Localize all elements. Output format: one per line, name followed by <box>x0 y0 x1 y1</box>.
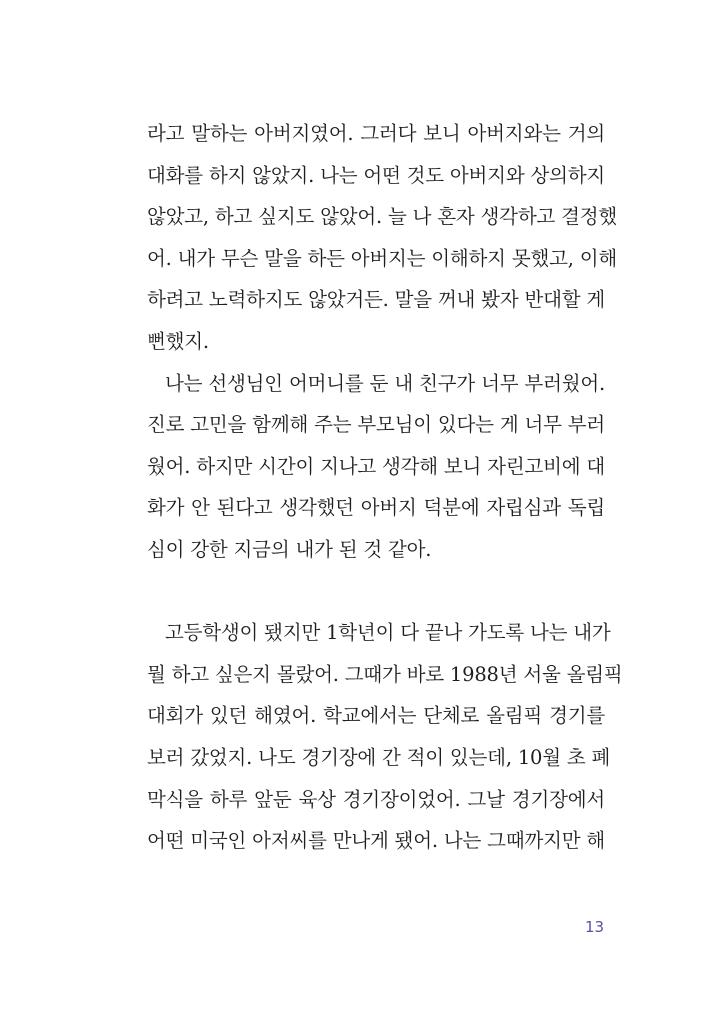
text-line: 라고 말하는 아버지였어. 그러다 보니 아버지와는 거의 <box>147 122 605 145</box>
text-line: 하려고 노력하지도 않았거든. 말을 꺼내 봤자 반대할 게 <box>147 288 606 312</box>
paragraph <box>147 612 623 862</box>
text-line: 웠어. 하지만 시간이 지나고 생각해 보니 자린고비에 대 <box>147 454 606 478</box>
text-line: 심이 강한 지금의 내가 된 것 같아. <box>147 537 432 561</box>
text-line: 고등학생이 됐지만 1학년이 다 끝나 가도록 나는 내가 <box>165 621 611 645</box>
section-break <box>147 571 605 613</box>
text-line: 어. 내가 무슨 말을 하든 아버지는 이해하지 못했고, 이해 <box>147 246 617 270</box>
text-line: 뻔했지. <box>147 329 209 353</box>
text-line: 어떤 미국인 아저씨를 만나게 됐어. 나는 그때까지만 해 <box>147 829 606 853</box>
text-line: 나는 선생님인 어머니를 둔 내 친구가 너무 부러웠어. <box>165 371 605 395</box>
text-line: 보러 갔었지. 나도 경기장에 간 적이 있는데, 10월 초 폐 <box>147 745 611 769</box>
text-line: 진로 고민을 함께해 주는 부모님이 있다는 게 너무 부러 <box>147 413 606 437</box>
page-number: 13 <box>585 918 605 936</box>
text-line: 않았고, 하고 싶지도 않았어. 늘 나 혼자 생각하고 결정했 <box>147 205 617 229</box>
text-line: 대회가 있던 해였어. 학교에서는 단체로 올림픽 경기를 <box>147 704 605 728</box>
text-line: 뭘 하고 싶은지 몰랐어. 그때가 바로 1988년 서울 올림픽 <box>147 662 623 686</box>
text-line: 화가 안 된다고 생각했던 아버지 덕분에 자립심과 독립 <box>147 496 605 520</box>
text-line: 대화를 하지 않았지. 나는 어떤 것도 아버지와 상의하지 <box>147 163 606 187</box>
body-text <box>147 113 623 862</box>
text-line: 막식을 하루 앞둔 육상 경기장이었어. 그날 경기장에서 <box>147 787 605 811</box>
paragraph <box>147 363 605 571</box>
paragraph <box>147 113 617 363</box>
